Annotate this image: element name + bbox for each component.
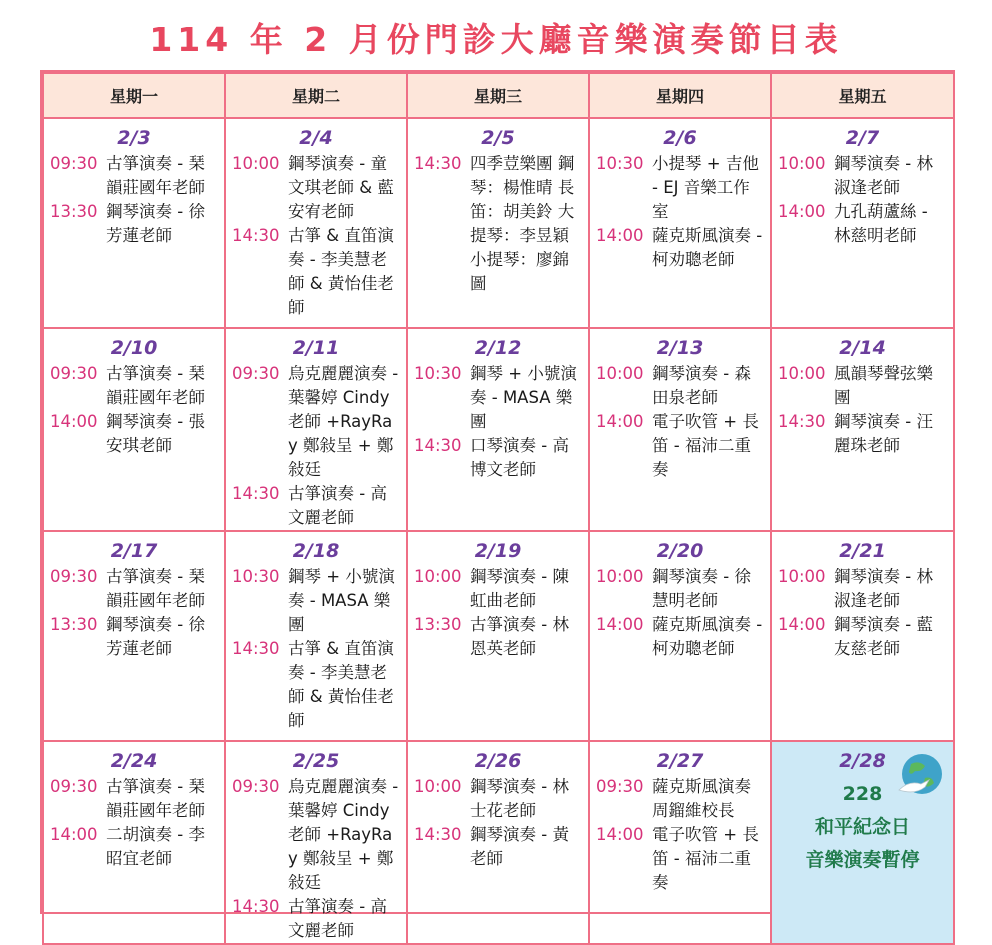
week-row (43, 118, 954, 328)
day-date: 2/4 (299, 127, 333, 149)
event-time: 09:30 (50, 364, 98, 383)
event-description: 鋼琴演奏 - 陳虹曲老師 (470, 567, 569, 610)
event-item (596, 775, 764, 823)
event-item (50, 823, 218, 871)
event-description: 鋼琴演奏 - 汪麗珠老師 (834, 412, 933, 455)
weekday-header-thu: 星期四 (589, 73, 771, 118)
day-cell (771, 531, 954, 741)
day-cell (407, 118, 589, 328)
event-item (232, 565, 400, 637)
event-time: 14:00 (596, 825, 644, 844)
day-cell (589, 328, 771, 531)
day-cell-content (772, 742, 953, 943)
event-time: 14:00 (596, 412, 644, 431)
event-description: 風韻琴聲弦樂團 (834, 364, 933, 407)
day-date: 2/25 (292, 750, 340, 772)
event-description: 古箏演奏 - 琹韻莊國年老師 (106, 364, 205, 407)
day-date: 2/10 (110, 337, 158, 359)
day-cell (771, 118, 954, 328)
day-cell (43, 531, 225, 741)
day-date: 2/12 (474, 337, 522, 359)
event-item (50, 613, 218, 661)
event-description: 九孔葫蘆絲 - 林慈明老師 (834, 202, 928, 245)
event-time: 14:30 (778, 412, 826, 431)
day-date: 2/18 (292, 540, 340, 562)
event-description: 口琴演奏 - 高博文老師 (470, 436, 569, 479)
event-time: 14:00 (596, 226, 644, 245)
event-item (778, 410, 947, 458)
event-item (232, 482, 400, 530)
event-time: 14:30 (414, 436, 462, 455)
event-description: 烏克麗麗演奏 - 葉馨婷 Cindy 老師 +RayRay 鄭敍呈 + 鄭敍廷 (288, 777, 399, 892)
week-row (43, 328, 954, 531)
day-cell-content (408, 329, 588, 530)
event-item (596, 823, 764, 895)
day-cell (771, 741, 954, 944)
event-description: 四季荳樂團 鋼琴：楊惟晴 長笛：胡美鈴 大提琴：李昱穎 小提琴：廖錦圖 (470, 154, 575, 293)
event-time: 10:00 (778, 567, 826, 586)
day-date: 2/6 (663, 127, 697, 149)
event-description: 薩克斯風演奏 - 柯劝聰老師 (652, 226, 763, 269)
event-item (232, 362, 400, 482)
event-item (414, 823, 582, 871)
event-time: 14:00 (50, 825, 98, 844)
day-cell-content (590, 119, 770, 327)
event-time: 14:00 (778, 202, 826, 221)
day-cell-content (772, 532, 953, 740)
schedule-table (40, 70, 955, 940)
day-date: 2/3 (117, 127, 151, 149)
day-date: 2/13 (656, 337, 704, 359)
day-cell (589, 118, 771, 328)
event-description: 古箏演奏 - 高文麗老師 (288, 484, 387, 527)
day-cell (225, 328, 407, 531)
day-cell-content (590, 329, 770, 530)
event-description: 古箏演奏 - 林恩英老師 (470, 615, 569, 658)
event-time: 10:00 (414, 567, 462, 586)
event-item (50, 565, 218, 613)
weekday-header-fri: 星期五 (771, 73, 954, 118)
event-time: 10:00 (596, 364, 644, 383)
day-cell-content (226, 329, 406, 530)
event-time: 14:00 (596, 615, 644, 634)
day-cell (771, 328, 954, 531)
day-date: 2/14 (839, 337, 886, 359)
day-cell-content (44, 119, 224, 327)
week-row (43, 531, 954, 741)
event-time: 09:30 (50, 154, 98, 173)
event-description: 古箏演奏 - 琹韻莊國年老師 (106, 154, 205, 197)
weekday-header-tue: 星期二 (225, 73, 407, 118)
event-time: 14:30 (232, 639, 280, 658)
event-item (778, 152, 947, 200)
event-description: 鋼琴演奏 - 林士花老師 (470, 777, 569, 820)
holiday-line: 228 (842, 783, 883, 805)
event-description: 鋼琴演奏 - 童文琪老師 & 藍安宥老師 (288, 154, 394, 221)
event-time: 09:30 (596, 777, 644, 796)
page-title: 114 年 2 月份門診大廳音樂演奏節目表 (149, 20, 843, 59)
day-cell-content (226, 119, 406, 327)
event-time: 14:30 (232, 226, 280, 245)
event-description: 古箏 & 直笛演奏 - 李美慧老師 & 黃怡佳老師 (288, 226, 394, 317)
weekday-header-row (43, 73, 954, 118)
day-date: 2/5 (481, 127, 515, 149)
event-item (414, 775, 582, 823)
event-item (232, 637, 400, 733)
event-time: 14:30 (232, 897, 280, 916)
day-cell-content (408, 742, 588, 943)
day-date: 2/11 (292, 337, 340, 359)
event-time: 14:30 (414, 154, 462, 173)
event-description: 古箏演奏 - 琹韻莊國年老師 (106, 777, 205, 820)
schedule-grid (42, 72, 955, 945)
day-cell-content (590, 742, 770, 943)
day-cell-content (226, 742, 406, 943)
day-cell (43, 118, 225, 328)
event-time: 10:00 (778, 154, 826, 173)
event-item (596, 613, 764, 661)
event-time: 09:30 (232, 777, 280, 796)
day-cell-content (772, 119, 953, 327)
event-description: 鋼琴演奏 - 張安琪老師 (106, 412, 205, 455)
event-time: 09:30 (232, 364, 280, 383)
day-date: 2/7 (845, 127, 880, 149)
day-cell (407, 328, 589, 531)
day-cell-content (772, 329, 953, 530)
event-description: 鋼琴演奏 - 徐芳蓮老師 (106, 202, 205, 245)
day-cell-content (44, 742, 224, 943)
weekday-header-wed: 星期三 (407, 73, 589, 118)
event-item (232, 775, 400, 895)
event-item (414, 152, 582, 296)
event-item (596, 152, 764, 224)
event-item (414, 362, 582, 434)
day-cell (225, 531, 407, 741)
event-item (414, 434, 582, 482)
event-description: 鋼琴演奏 - 徐芳蓮老師 (106, 615, 205, 658)
day-cell (407, 531, 589, 741)
event-description: 鋼琴演奏 - 徐慧明老師 (652, 567, 751, 610)
week-row (43, 741, 954, 944)
day-date: 2/17 (110, 540, 158, 562)
event-item (596, 224, 764, 272)
event-time: 10:00 (596, 567, 644, 586)
event-item (778, 200, 947, 248)
event-item (50, 362, 218, 410)
event-time: 10:00 (232, 154, 280, 173)
event-description: 古箏 & 直笛演奏 - 李美慧老師 & 黃怡佳老師 (288, 639, 394, 730)
event-item (50, 410, 218, 458)
event-item (232, 224, 400, 320)
event-description: 鋼琴演奏 - 森田泉老師 (652, 364, 751, 407)
event-time: 10:00 (414, 777, 462, 796)
event-item (414, 613, 582, 661)
weekday-header-mon: 星期一 (43, 73, 225, 118)
day-cell-content (44, 329, 224, 530)
event-item (596, 410, 764, 482)
day-cell (589, 531, 771, 741)
event-description: 古箏演奏 - 琹韻莊國年老師 (106, 567, 205, 610)
event-time: 14:00 (778, 615, 826, 634)
event-description: 鋼琴 + 小號演奏 - MASA 樂團 (288, 567, 395, 634)
day-cell-content (44, 532, 224, 740)
holiday-line: 音樂演奏暫停 (805, 849, 920, 871)
event-description: 電子吹管 + 長笛 - 福沛二重奏 (652, 412, 759, 479)
event-item (50, 200, 218, 248)
event-time: 10:30 (596, 154, 644, 173)
event-item (596, 565, 764, 613)
event-item (232, 152, 400, 224)
event-description: 電子吹管 + 長笛 - 福沛二重奏 (652, 825, 759, 892)
day-cell (407, 741, 589, 944)
event-item (414, 565, 582, 613)
day-cell-content (408, 532, 588, 740)
day-date: 2/21 (839, 540, 886, 562)
event-time: 10:30 (414, 364, 462, 383)
event-description: 薩克斯風演奏 周鎦維校長 (652, 777, 751, 820)
event-time: 13:30 (414, 615, 462, 634)
event-description: 小提琴 + 吉他 - EJ 音樂工作室 (652, 154, 759, 221)
day-cell-content (590, 532, 770, 740)
event-description: 鋼琴演奏 - 黃老師 (470, 825, 569, 868)
event-item (778, 565, 947, 613)
day-date: 2/20 (656, 540, 704, 562)
event-time: 13:30 (50, 202, 98, 221)
day-cell-content (408, 119, 588, 327)
day-cell (225, 741, 407, 944)
day-cell (43, 741, 225, 944)
day-date: 2/28 (839, 750, 886, 772)
event-description: 烏克麗麗演奏 - 葉馨婷 Cindy 老師 +RayRay 鄭敍呈 + 鄭敍廷 (288, 364, 399, 479)
event-item (778, 362, 947, 410)
day-cell (43, 328, 225, 531)
event-time: 13:30 (50, 615, 98, 634)
event-description: 薩克斯風演奏 - 柯劝聰老師 (652, 615, 763, 658)
event-item (596, 362, 764, 410)
event-item (50, 775, 218, 823)
event-time: 14:00 (50, 412, 98, 431)
day-cell (589, 741, 771, 944)
event-item (778, 613, 947, 661)
event-time: 09:30 (50, 567, 98, 586)
event-time: 10:00 (778, 364, 826, 383)
event-item (50, 152, 218, 200)
event-description: 鋼琴演奏 - 藍友慈老師 (834, 615, 933, 658)
event-time: 10:30 (232, 567, 280, 586)
day-date: 2/27 (656, 750, 704, 772)
holiday-line: 和平紀念日 (814, 816, 910, 838)
day-cell-content (226, 532, 406, 740)
day-date: 2/24 (110, 750, 158, 772)
event-item (232, 895, 400, 943)
event-description: 鋼琴演奏 - 林淑逢老師 (834, 567, 933, 610)
day-date: 2/19 (474, 540, 522, 562)
event-description: 古箏演奏 - 高文麗老師 (288, 897, 387, 940)
event-description: 鋼琴 + 小號演奏 - MASA 樂團 (470, 364, 577, 431)
event-description: 二胡演奏 - 李昭宜老師 (106, 825, 205, 868)
event-time: 14:30 (414, 825, 462, 844)
day-date: 2/26 (474, 750, 522, 772)
day-cell (225, 118, 407, 328)
event-time: 09:30 (50, 777, 98, 796)
event-time: 14:30 (232, 484, 280, 503)
event-description: 鋼琴演奏 - 林淑逢老師 (834, 154, 933, 197)
